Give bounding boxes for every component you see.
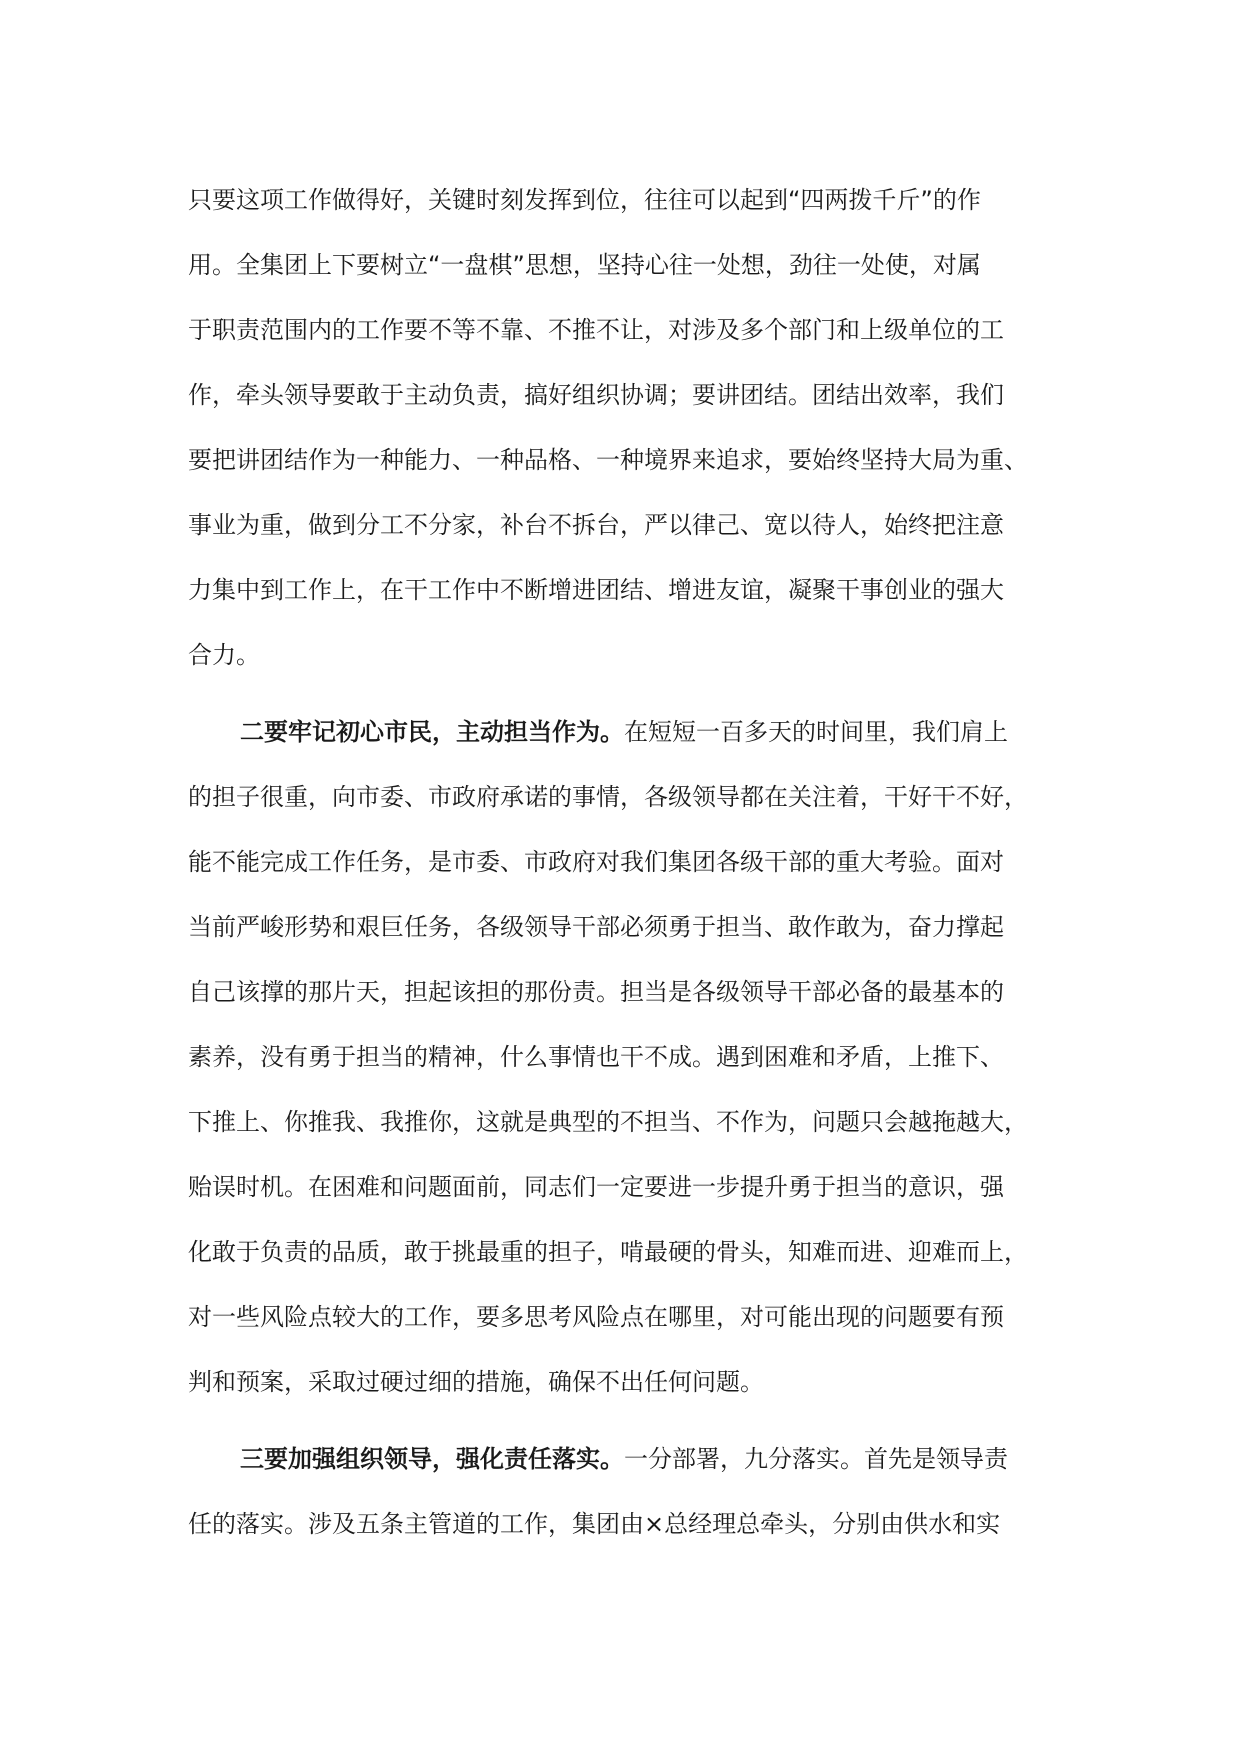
paragraph-gap bbox=[188, 1415, 1068, 1427]
paragraph-1 bbox=[188, 168, 1068, 688]
text-line: 下推上、你推我、我推你，这就是典型的不担当、不作为，问题只会越拖越大， bbox=[188, 1108, 1028, 1136]
text-line: 能不能完成工作任务，是市委、市政府对我们集团各级干部的重大考验。面对 bbox=[188, 848, 1004, 876]
text-line: 作，牵头领导要敢于主动负责，搞好组织协调；要讲团结。团结出效率，我们 bbox=[188, 381, 1004, 409]
text-line: 任的落实。涉及五条主管道的工作，集团由×总经理总牵头，分别由供水和实 bbox=[188, 1510, 1001, 1538]
text-line: 化敢于负责的品质，敢于挑最重的担子，啃最硬的骨头，知难而进、迎难而上， bbox=[188, 1238, 1028, 1266]
paragraph-heading: 三要加强组织领导，强化责任落实。 bbox=[240, 1445, 624, 1473]
paragraph-3 bbox=[188, 1427, 1068, 1557]
text-run: 在短短一百多天的时间里，我们肩上 bbox=[624, 718, 1008, 746]
text-line: 贻误时机。在困难和问题面前，同志们一定要进一步提升勇于担当的意识，强 bbox=[188, 1173, 1004, 1201]
text-line: 只要这项工作做得好，关键时刻发挥到位，往往可以起到“四两拨千斤”的作 bbox=[188, 186, 981, 214]
paragraph-heading: 二要牢记初心市民，主动担当作为。 bbox=[240, 718, 624, 746]
text-run: 一分部署，九分落实。首先是领导责 bbox=[624, 1445, 1008, 1473]
text-line bbox=[188, 1427, 1068, 1492]
text-line bbox=[188, 700, 1068, 765]
text-line: 用。全集团上下要树立“一盘棋”思想，坚持心往一处想，劲往一处使，对属 bbox=[188, 251, 981, 279]
text-line: 于职责范围内的工作要不等不靠、不推不让，对涉及多个部门和上级单位的工 bbox=[188, 316, 1004, 344]
text-line: 力集中到工作上，在干工作中不断增进团结、增进友谊，凝聚干事创业的强大 bbox=[188, 576, 1004, 604]
text-line: 对一些风险点较大的工作，要多思考风险点在哪里，对可能出现的问题要有预 bbox=[188, 1303, 1004, 1331]
text-line: 事业为重，做到分工不分家，补台不拆台，严以律己、宽以待人，始终把注意 bbox=[188, 511, 1004, 539]
text-line: 素养，没有勇于担当的精神，什么事情也干不成。遇到困难和矛盾，上推下、 bbox=[188, 1043, 1004, 1071]
paragraph-2 bbox=[188, 700, 1068, 1415]
text-line: 当前严峻形势和艰巨任务，各级领导干部必须勇于担当、敢作敢为，奋力撑起 bbox=[188, 913, 1004, 941]
text-line: 合力。 bbox=[188, 641, 260, 669]
document-body bbox=[188, 168, 1068, 1557]
text-line: 要把讲团结作为一种能力、一种品格、一种境界来追求，要始终坚持大局为重、 bbox=[188, 446, 1028, 474]
text-line: 自己该撑的那片天，担起该担的那份责。担当是各级领导干部必备的最基本的 bbox=[188, 978, 1004, 1006]
text-line: 的担子很重，向市委、市政府承诺的事情，各级领导都在关注着，干好干不好， bbox=[188, 783, 1028, 811]
text-line: 判和预案，采取过硬过细的措施，确保不出任何问题。 bbox=[188, 1368, 764, 1396]
paragraph-gap bbox=[188, 688, 1068, 700]
